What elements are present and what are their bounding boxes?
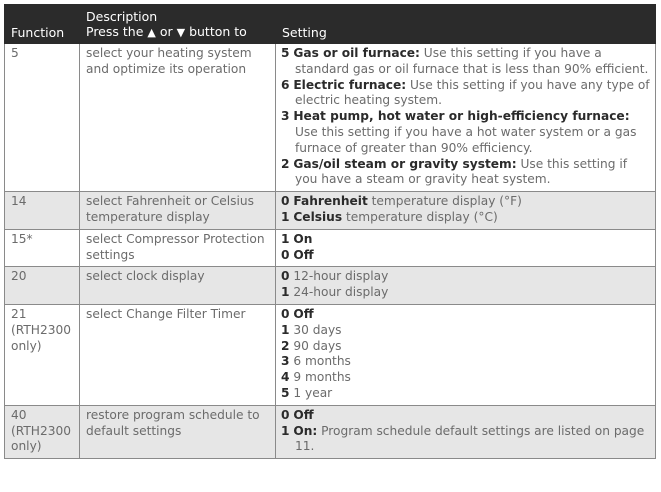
setting-option-text: 1 year bbox=[293, 385, 333, 400]
setting-option-number: 1 bbox=[281, 231, 290, 246]
setting-option bbox=[281, 109, 651, 156]
setting-option-number: 0 bbox=[281, 407, 290, 422]
setting-option-name: Celsius bbox=[293, 209, 343, 224]
setting-option bbox=[281, 248, 651, 264]
description-cell: select Change Filter Timer bbox=[80, 304, 276, 405]
setting-option-number: 4 bbox=[281, 370, 290, 385]
header-description-title: Description bbox=[86, 9, 158, 24]
setting-cell bbox=[276, 267, 656, 305]
setting-option-name: Gas or oil furnace: bbox=[293, 46, 420, 60]
setting-option-text: Use this setting if you have a steam or gravity heat system. bbox=[295, 156, 631, 187]
setting-option-name: Off bbox=[293, 247, 314, 262]
setting-option-name: Gas/oil steam or gravity system: bbox=[293, 156, 517, 171]
setting-option-number: 5 bbox=[281, 46, 290, 60]
setting-option bbox=[281, 46, 651, 78]
function-code-cell: 5 bbox=[5, 44, 80, 192]
function-code-cell: 40 (RTH2300 only) bbox=[5, 405, 80, 458]
setting-option-text: temperature display (°F) bbox=[367, 194, 522, 209]
setting-option-number: 2 bbox=[281, 156, 290, 171]
setting-option-number: 0 bbox=[281, 247, 290, 262]
setting-option-number: 6 bbox=[281, 77, 290, 92]
function-code-cell: 21 (RTH2300 only) bbox=[5, 304, 80, 405]
description-cell: select Compressor Protection settings bbox=[80, 229, 276, 267]
setting-option-number: 0 bbox=[281, 306, 290, 321]
setting-option-number: 1 bbox=[281, 285, 290, 300]
setting-option-name: Off bbox=[293, 306, 314, 321]
function-code-cell: 14 bbox=[5, 192, 80, 230]
setting-option bbox=[281, 194, 651, 210]
table-row bbox=[5, 229, 656, 267]
setting-option-text: 24-hour display bbox=[293, 285, 389, 300]
setting-cell bbox=[276, 229, 656, 267]
setting-option-number: 3 bbox=[281, 354, 290, 369]
setting-option bbox=[281, 232, 651, 248]
setting-option-name: Fahrenheit bbox=[293, 194, 368, 209]
function-code-cell: 15* bbox=[5, 229, 80, 267]
header-function: Function bbox=[5, 5, 80, 44]
setting-option bbox=[281, 323, 651, 339]
setting-option-text: 9 months bbox=[293, 370, 351, 385]
setting-option-number: 1 bbox=[281, 423, 290, 438]
setting-option bbox=[281, 408, 651, 424]
setting-option-number: 0 bbox=[281, 194, 290, 209]
setting-cell bbox=[276, 44, 656, 192]
setting-option-text: temperature display (°C) bbox=[342, 209, 498, 224]
down-arrow-icon: ▼ bbox=[176, 26, 186, 39]
setting-option-text: Use this setting if you have any type of electric heating system. bbox=[295, 77, 654, 108]
setting-option-number: 1 bbox=[281, 209, 290, 224]
setting-option bbox=[281, 386, 651, 402]
setting-option-number: 3 bbox=[281, 109, 290, 124]
setting-option bbox=[281, 354, 651, 370]
function-code-cell: 20 bbox=[5, 267, 80, 305]
description-cell: select clock display bbox=[80, 267, 276, 305]
setting-option-number: 5 bbox=[281, 385, 290, 400]
setting-option bbox=[281, 77, 654, 110]
description-cell: select Fahrenheit or Celsius temperature display bbox=[80, 192, 276, 230]
table-header-row bbox=[5, 5, 656, 44]
setting-option-text: Use this setting if you have a hot water system or a gas furnace of greater than 90% efficiency. bbox=[295, 109, 641, 155]
setting-option-text: 30 days bbox=[293, 322, 342, 337]
setting-cell bbox=[276, 405, 656, 458]
up-arrow-icon: ▲ bbox=[147, 26, 156, 39]
setting-option-name: On bbox=[293, 231, 313, 246]
setting-option-number: 0 bbox=[281, 269, 290, 284]
header-setting: Setting bbox=[276, 5, 656, 44]
setting-option-number: 2 bbox=[281, 338, 290, 353]
setting-cell bbox=[276, 192, 656, 230]
setting-option-name: Off bbox=[293, 407, 314, 422]
setting-option-name: Heat pump, hot water or high-efficiency furnace: bbox=[293, 109, 630, 124]
setting-option-text: Use this setting if you have a standard gas or oil furnace that is less than 90% efficient. bbox=[295, 46, 649, 76]
setting-option bbox=[281, 370, 651, 386]
setting-option bbox=[281, 210, 651, 226]
table-row bbox=[5, 267, 656, 305]
header-description: Description Press the ▲ or ▼ button to bbox=[80, 5, 276, 44]
setting-option-name: Electric furnace: bbox=[293, 77, 407, 92]
setting-option bbox=[281, 307, 651, 323]
setting-option bbox=[281, 157, 651, 189]
function-settings-table bbox=[4, 4, 656, 459]
table-row bbox=[5, 405, 656, 458]
setting-option bbox=[281, 269, 651, 285]
setting-option-text: 90 days bbox=[293, 338, 342, 353]
description-cell: restore program schedule to default settings bbox=[80, 405, 276, 458]
setting-option-number: 1 bbox=[281, 322, 290, 337]
setting-option-text: 6 months bbox=[293, 354, 351, 369]
table-row bbox=[5, 44, 656, 192]
table-row bbox=[5, 304, 656, 405]
description-cell: select your heating system and optimize its operation bbox=[80, 44, 276, 192]
setting-option bbox=[281, 424, 651, 456]
setting-option bbox=[281, 285, 651, 301]
setting-option-text: 12-hour display bbox=[293, 269, 389, 284]
setting-option-name: On: bbox=[293, 423, 318, 438]
table-row bbox=[5, 192, 656, 230]
setting-option-text: Program schedule default settings are listed on page 11. bbox=[295, 423, 649, 454]
setting-option bbox=[281, 339, 651, 355]
setting-cell bbox=[276, 304, 656, 405]
